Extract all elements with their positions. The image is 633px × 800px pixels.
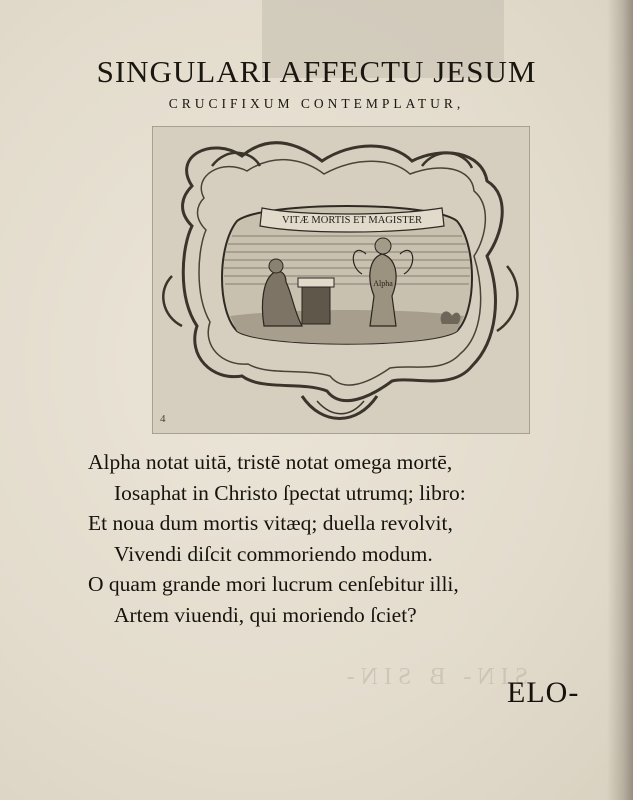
bleed-through-text: SIN- B SIN- [340, 664, 528, 690]
verse-block [88, 447, 608, 630]
verse-line-5: O quam grande mori lucrum cenſebitur illi, [88, 572, 459, 596]
emblem-engraving [152, 126, 530, 434]
verse-line-2: Iosaphat in Christo ſpectat utrumq; libro: [114, 480, 466, 505]
plate-number: 4 [160, 413, 166, 425]
page-edge-shadow [607, 0, 633, 800]
catchword: ELO- [507, 676, 580, 709]
verse-line-3: Et noua dum mortis vitæq; duella revolvit, [88, 511, 453, 535]
verse-line-4: Vivendi diſcit commoriendo modum. [114, 541, 433, 566]
verse-line-6: Artem viuendi, qui moriendo ſciet? [114, 602, 417, 627]
page-title: SINGULARI AFFECTU JESUM [96, 54, 537, 89]
verse-line-1: Alpha notat uitā, tristē notat omega mortē, [88, 450, 453, 474]
figure-label: Alpha [373, 279, 393, 288]
page-subtitle: CRUCIFIXUM CONTEMPLATUR, [168, 96, 465, 111]
engraving-banner-text: VITÆ MORTIS ET MAGISTER [281, 215, 423, 226]
